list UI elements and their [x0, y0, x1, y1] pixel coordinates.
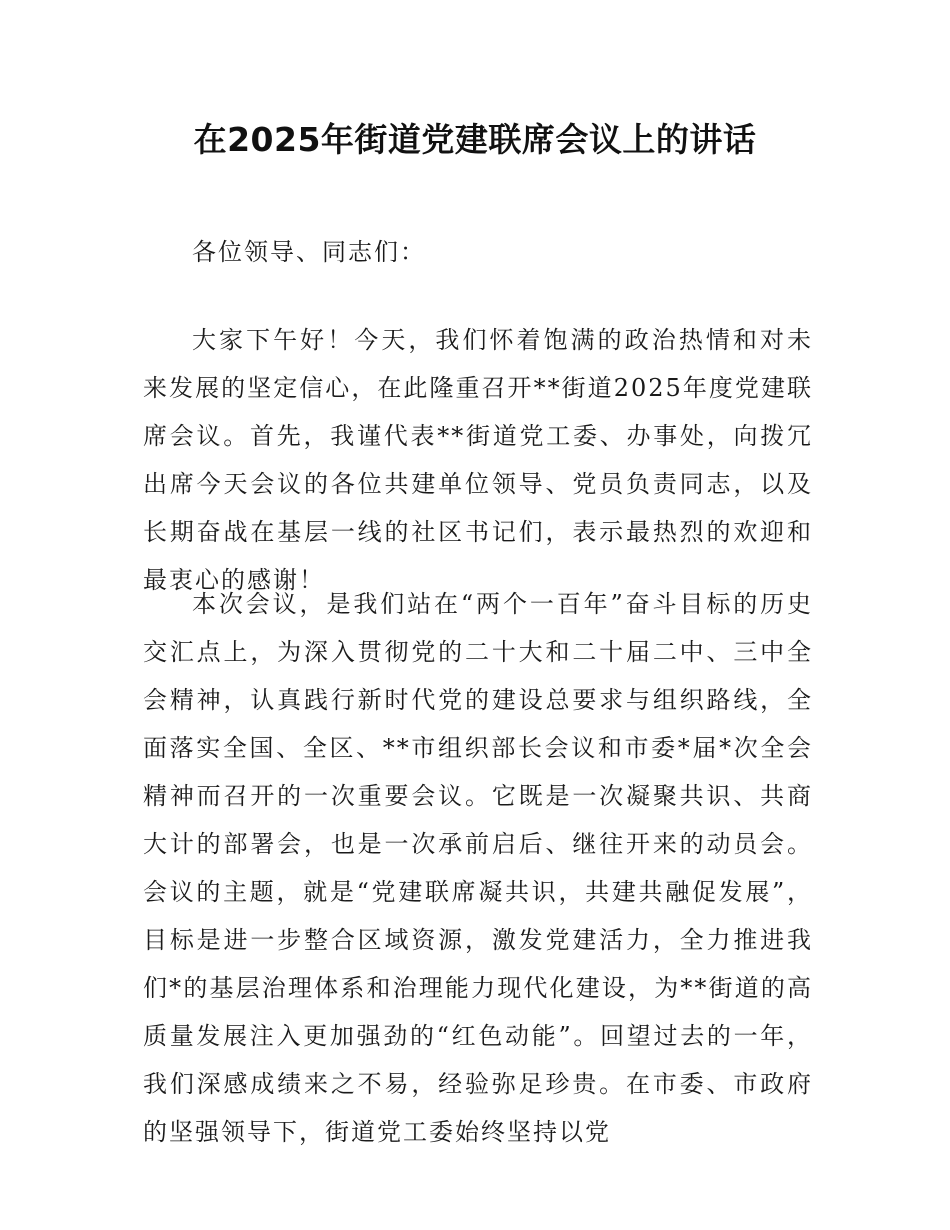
- document-title: 在2025年街道党建联席会议上的讲话: [193, 120, 757, 159]
- greeting: 各位领导、同志们：: [192, 238, 426, 266]
- paragraph-1: 大家下午好！今天，我们怀着饱满的政治热情和对未来发展的坚定信心，在此隆重召开**街道2025年度党建联席会议。首先，我谨代表**街道党工委、办事处，向拨冗出席今天会议的各位共建单位领导、党员负责同志，以及长期奋战在基层一线的社区书记们，表示最热烈的欢迎和最衷心的感谢！: [143, 326, 813, 594]
- paragraph-2: 本次会议，是我们站在“两个一百年”奋斗目标的历史交汇点上，为深入贯彻党的二十大和二十届二中、三中全会精神，认真践行新时代党的建设总要求与组织路线，全面落实全国、全区、**市组织部长会议和市委*届*次全会精神而召开的一次重要会议。它既是一次凝聚共识、共商大计的部署会，也是一次承前启后、继往开来的动员会。会议的主题，就是“党建联席凝共识，共建共融促发展”，目标是进一步整合区域资源，激发党建活力，全力推进我们*的基层治理体系和治理能力现代化建设，为**街道的高质量发展注入更加强劲的“红色动能”。回望过去的一年，我们深感成绩来之不易，经验弥足珍贵。在市委、市政府的坚强领导下，街道党工委始终坚持以党: [143, 590, 813, 1146]
